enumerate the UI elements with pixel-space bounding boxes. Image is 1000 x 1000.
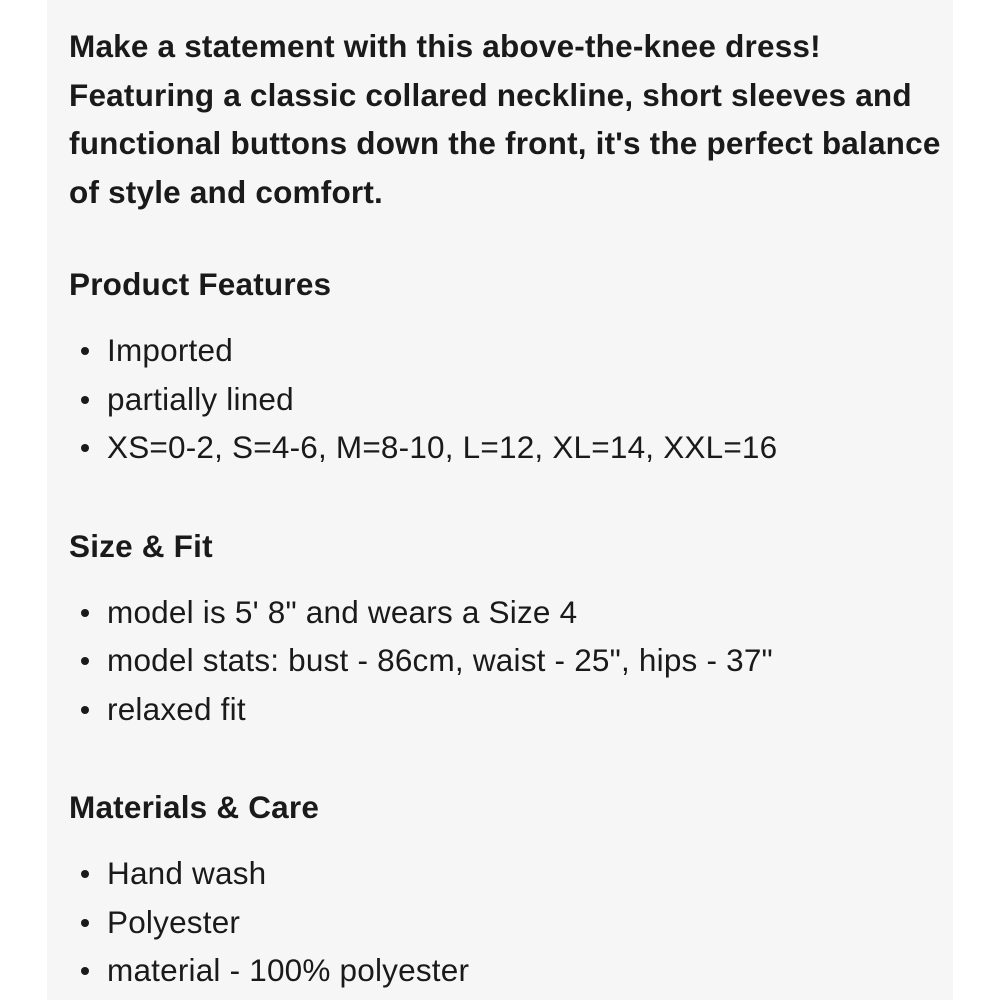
list-item: Polyester <box>69 898 953 947</box>
list-item: material - 100% polyester <box>69 946 953 995</box>
list-item: Hand wash <box>69 849 953 898</box>
list-item: partially lined <box>69 375 953 424</box>
product-intro-text: Make a statement with this above-the-knee dress! Featuring a classic collared neckline, short sleeves and functional buttons down the front, it's the perfect balance of style and comfort. <box>69 28 941 210</box>
product-features-heading: Product Features <box>69 266 332 302</box>
product-features-list <box>69 326 953 472</box>
list-item: model is 5' 8" and wears a Size 4 <box>69 588 953 637</box>
materials-care-heading: Materials & Care <box>69 789 320 825</box>
list-item: relaxed fit <box>69 685 953 734</box>
materials-care-list <box>69 849 953 995</box>
product-description-panel <box>47 0 953 1000</box>
list-item: XS=0-2, S=4-6, M=8-10, L=12, XL=14, XXL=16 <box>69 423 953 472</box>
list-item: Imported <box>69 326 953 375</box>
list-item: model stats: bust - 86cm, waist - 25", hips - 37" <box>69 636 953 685</box>
size-fit-heading: Size & Fit <box>69 527 213 564</box>
size-fit-list <box>69 588 953 734</box>
